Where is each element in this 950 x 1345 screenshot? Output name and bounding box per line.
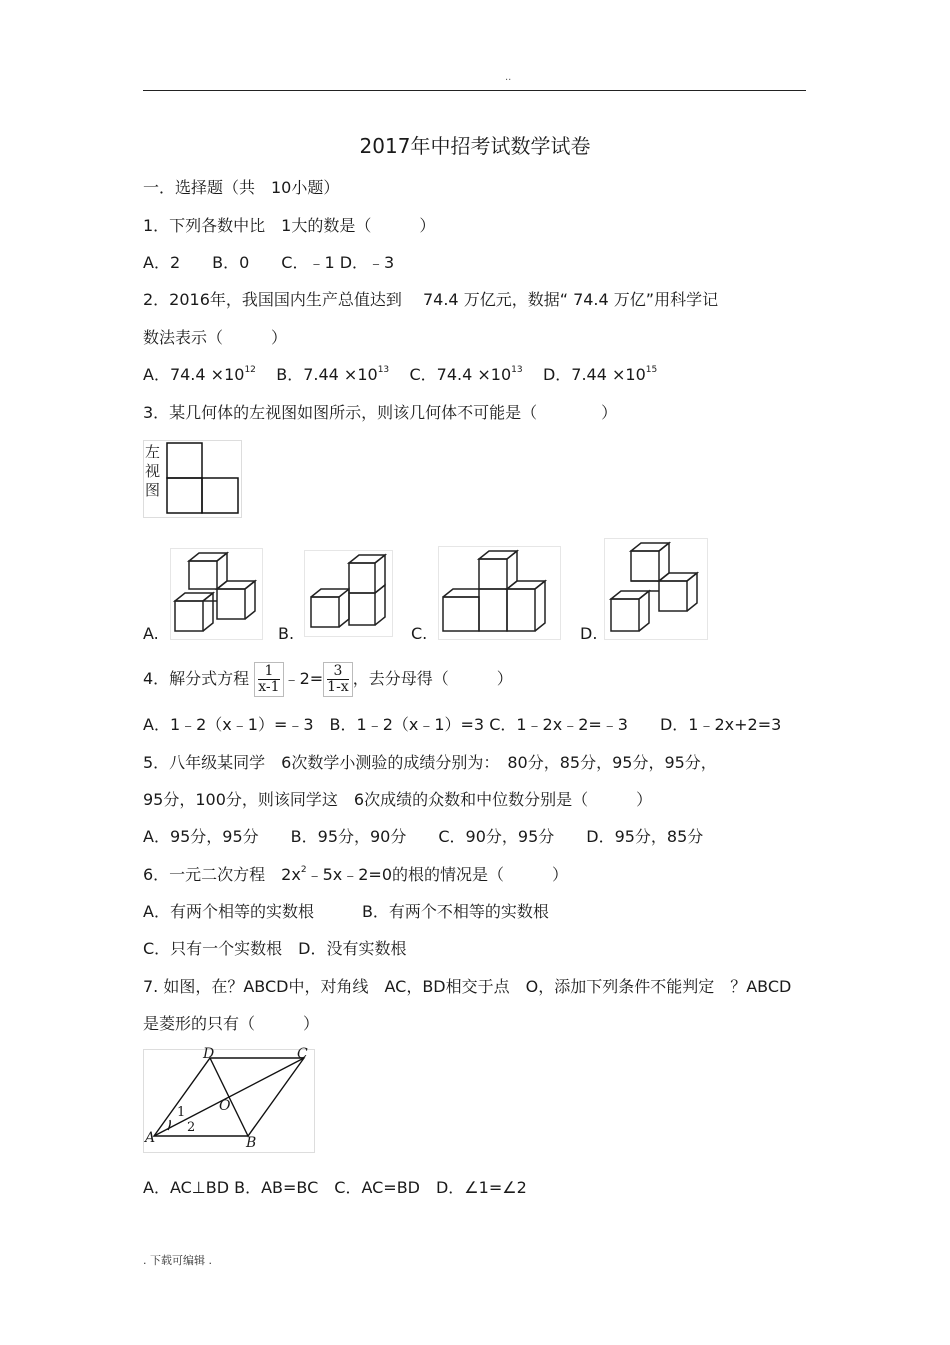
q4-frac2-numerator: 3 xyxy=(327,664,349,680)
q4-options: A．1﹣2（x﹣1）=﹣3 B．1﹣2（x﹣1）=3 C．1﹣2x﹣2=﹣3 D．1﹣2x+2=3 xyxy=(143,715,782,734)
q4-stem xyxy=(143,660,513,698)
q4-frac1-denominator: x-1 xyxy=(258,679,280,695)
q4-fraction-2 xyxy=(323,662,353,697)
page-title: 2017年中招考试数学试卷 xyxy=(359,134,591,158)
q3-option-d-label: D. xyxy=(580,624,598,643)
label-d: D xyxy=(203,1046,215,1062)
q7-parallelogram-figure xyxy=(143,1046,315,1153)
label-a: A xyxy=(145,1130,156,1146)
cube-stack-a xyxy=(171,549,262,639)
cube-stack-d xyxy=(605,539,707,639)
cube-stack-c xyxy=(439,547,560,639)
q4-prefix: 4．解分式方程 xyxy=(143,669,250,688)
q5-options: A．95分，95分 B．95分，90分 C．90分，95分 D．95分，85分 xyxy=(143,827,704,846)
q3-option-b-label: B. xyxy=(278,624,295,643)
q2-option-a: A．$74.4 \times 10^{12}$ xyxy=(143,365,256,384)
q7-stem-line2: 是菱形的只有（ ） xyxy=(143,1014,320,1033)
q4-suffix: ，去分母得（ ） xyxy=(352,669,513,688)
label-o: O xyxy=(219,1098,231,1114)
q2-option-c: C．$74.4 \times 10^{13}$ xyxy=(409,365,523,384)
left-view-label: 左视图 xyxy=(145,443,161,499)
left-view-drawing xyxy=(144,441,241,517)
footer-note: . 下载可编辑 . xyxy=(143,1254,212,1267)
left-view-figure xyxy=(143,440,242,518)
q7-stem-line1: 7. 如图，在？ABCD中，对角线 AC，BD相交于点 O，添加下列条件不能判定 ？ABCD xyxy=(143,977,792,996)
q6-stem: 6．一元二次方程 $2x^2﹣5x﹣2=0$的根的情况是（ ） xyxy=(143,865,568,884)
section-heading: 一．选择题（共 10小题） xyxy=(143,178,340,197)
q5-stem-line2: 95分，100分，则该同学这 6次成绩的众数和中位数分别是（ ） xyxy=(143,790,653,809)
header-rule xyxy=(143,90,806,91)
q3-option-c-figure xyxy=(438,546,561,640)
q4-fraction-1 xyxy=(254,662,283,697)
label-b: B xyxy=(246,1135,257,1151)
q3-option-b-figure xyxy=(304,550,393,637)
q6-options-line1: A．有两个相等的实数根 B．有两个不相等的实数根 xyxy=(143,902,549,921)
q2-option-d: D．$7.44 \times 10^{15}$ xyxy=(542,365,658,384)
angle-2-label: 2 xyxy=(187,1120,196,1135)
q6-options-line2: C．只有一个实数根 D．没有实数根 xyxy=(143,939,407,958)
q3-option-a-figure xyxy=(170,548,263,640)
q2-option-b: B．$7.44 \times 10^{13}$ xyxy=(276,365,390,384)
q3-option-c-label: C. xyxy=(411,624,428,643)
q3-option-a-label: A. xyxy=(143,624,159,643)
q4-middle: ﹣2= xyxy=(283,669,324,688)
q2-stem-line2: 数法表示（ ） xyxy=(143,328,288,347)
q5-stem-line1: 5．八年级某同学 6次数学小测验的成绩分别为： 80分，85分，95分，95分， xyxy=(143,753,717,772)
cube-stack-b xyxy=(305,551,392,636)
q7-options: A．AC⊥BD B．AB=BC C．AC=BD D．∠1=∠2 xyxy=(143,1178,527,1197)
q3-option-d-figure xyxy=(604,538,708,640)
q4-frac2-denominator: 1-x xyxy=(327,679,349,695)
label-c: C xyxy=(297,1046,308,1062)
header-dots: .. xyxy=(505,72,512,83)
q2-stem-line1: 2．2016年，我国国内生产总值达到 74.4 万亿元，数据“ 74.4 万亿”用科学记 xyxy=(143,290,719,309)
q1-options: A．2 B．0 C．﹣1 D．﹣3 xyxy=(143,253,395,272)
q4-frac1-numerator: 1 xyxy=(258,664,279,680)
q1-stem: 1．下列各数中比 1大的数是（ ） xyxy=(143,216,436,235)
angle-1-label: 1 xyxy=(177,1105,186,1120)
q3-stem: 3．某几何体的左视图如图所示，则该几何体不可能是（ ） xyxy=(143,403,618,422)
q2-options xyxy=(143,362,657,385)
